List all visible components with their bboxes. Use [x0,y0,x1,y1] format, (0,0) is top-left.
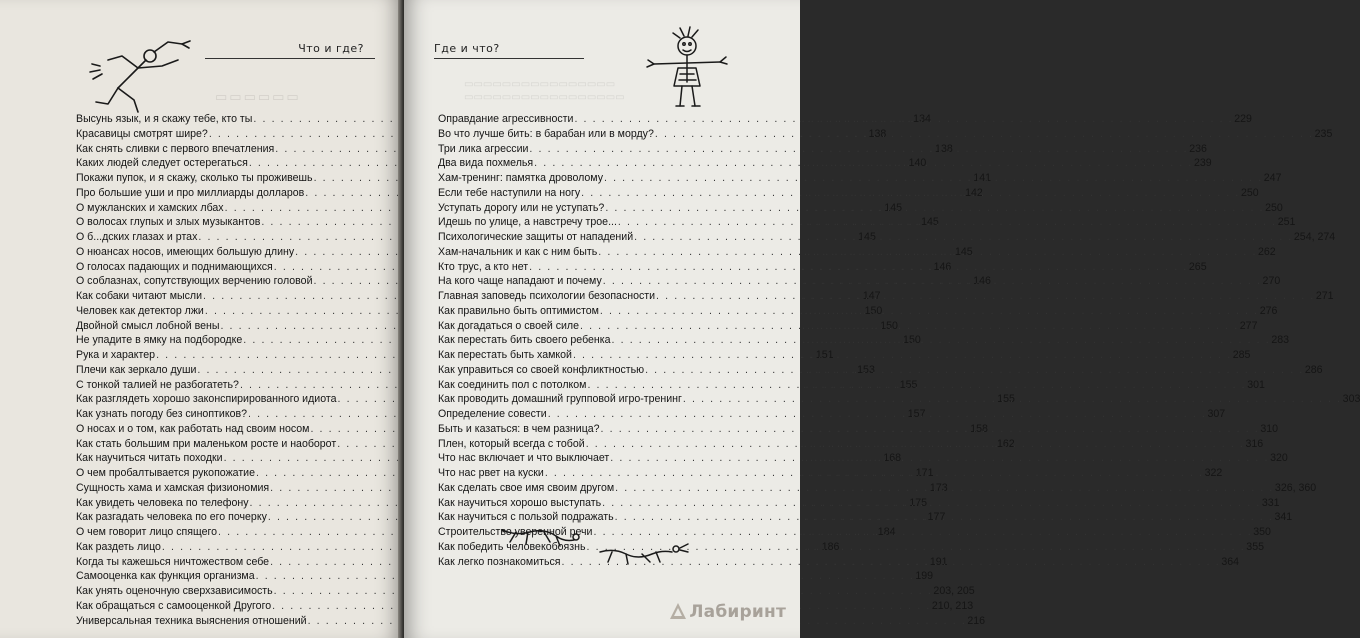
toc-entry-page: 331 [1261,496,1280,509]
toc-entry-title: Строительство уверенной речи [438,526,593,538]
toc-entry-page: 251 [1277,216,1296,229]
toc-entry-page: 155 [997,393,1015,406]
toc-entry-page: 250 [1265,201,1283,214]
watermark [669,602,786,622]
toc-leader-dots [615,510,1274,525]
toc-entry-title: Каких людей следует остерегаться [76,157,248,170]
toc-entry-title: Как научиться читать походки [76,452,223,465]
running-stickman-icon [78,26,198,118]
toc-entry-title: О нюансах носов, имеющих большую длину [76,245,295,258]
toc-entry-page: 326, 360 [1274,481,1317,494]
toc-entry-page: 157 [907,408,926,420]
toc-entry-page: 173 [929,481,948,494]
toc-entry-title: Как научиться хорошо выступать [438,496,602,509]
toc-entry-page: 341 [1274,511,1293,524]
toc-entry-page: 140 [908,157,927,170]
toc-entry-title: Универсальная техника выяснения отношений [76,614,307,627]
toc-entry-title: Если тебе наступили на ногу [438,186,581,199]
toc-entry-page: 146 [973,275,991,288]
toc-entry-page: 162 [996,437,1015,450]
toc-leader-dots [615,481,1274,496]
toc-entry-title: Психологические защиты от нападений [438,231,634,243]
toc-leader-dots [586,437,1245,452]
toc-entry [76,584,975,599]
toc-entry-page: 146 [933,260,952,273]
toc-entry-title: Как догадаться о своей силе [438,319,579,332]
toc-entry-title: Как раздеть лицо [76,540,161,553]
toc-entry-title: Уступать дорогу или не уступать? [438,201,605,214]
toc-entry-page: 142 [965,186,983,199]
toc-entry-page: 150 [903,334,921,347]
toc-leader-dots [683,392,1342,407]
toc-entry-page: 171 [915,467,934,479]
toc-leader-dots [610,451,1269,466]
toc-entry-title: О соблазнах, сопутствующих верчению головой [76,275,313,288]
toc-entry-page: 151 [815,349,834,361]
toc-entry-page: 145 [921,216,939,229]
toc-entry-title: Когда ты кажешься ничтожеством себе [76,555,270,568]
toc-entry-title: Главная заповедь психологии безопасности [438,290,656,302]
toc-entry-page: 236 [1189,142,1207,155]
toc-entry-page: 150 [880,319,898,332]
toc-entry-page: 138 [868,127,887,140]
toc-entry-page: 210, 213 [931,599,974,612]
toc-entry-title: Как унять оценочную сверхзависимость [76,585,273,597]
running-head-right: Где и что? [434,42,500,55]
toc-entry-title: Как управиться со своей конфликтностью [438,363,645,376]
toc-entry-title: О б...дских глазах и ртах [76,231,198,243]
toc-entry-title: Как сделать свое имя своим другом [438,481,615,494]
toc-entry-page: 216 [967,614,986,627]
toc-leader-dots [600,304,1259,319]
toc-leader-dots [573,348,1232,363]
toc-leader-dots [587,378,1246,393]
toc-entry-title: С тонкой талией не разбогатеть? [76,378,239,391]
toc-leader-dots [655,127,1314,142]
toc-leader-dots [545,466,1204,481]
toc-entry-title: Быть и казаться: в чем разница? [438,422,600,435]
toc-entry-title: Во что лучше бить: в барабан или в морду? [438,127,654,140]
toc-entry-title: Хам-начальник и как с ним быть [438,245,598,258]
toc-entry-page: 138 [935,142,953,155]
toc-entry-page: 141 [973,172,992,184]
toc-entry-title: Как разглядеть хорошо законспирированного идиота [76,393,337,406]
running-head-rule [205,58,375,59]
toc-entry-title: Определение совести [438,408,547,420]
toc-entry-title: Идешь по улице, а навстречу трое... [438,216,617,229]
toc-leader-dots [656,289,1315,304]
toc-leader-dots [581,186,1240,201]
toc-entry-title: Как увидеть человека по телефону [76,496,249,509]
toc-entry-page: 191 [929,555,948,568]
running-head-rule [434,58,584,59]
toc-entry-title: Как разгадать человека по его почерку [76,511,267,524]
toc-entry-title: Три лика агрессии [438,142,529,155]
toc-entry-title: Рука и характер [76,349,156,361]
toc-entry-title: Человек как детектор лжи [76,304,204,317]
toc-entry-page: 320 [1270,452,1288,465]
toc-leader-dots [529,142,1188,157]
toc-entry-title: Как проводить домашний групповой игро-тренинг [438,393,682,406]
toc-entry-page: 355 [1246,540,1264,553]
toc-entry-page: 186 [821,540,840,553]
toc-entry-title: О носах и о том, как работать над своим носом [76,422,310,435]
toc-leader-dots [574,112,1233,127]
toc-entry-title: О волосах глупых и злых музыкантов [76,216,261,229]
toc-entry-page: 283 [1271,334,1289,347]
toc-leader-dots [605,201,1264,216]
toc-entry-page: 168 [883,452,902,465]
toc-entry-title: Самооценка как функция организма [76,570,255,583]
toc-leader-dots [603,274,1262,289]
show-through-text: ▭▭▭▭▭▭ [215,90,301,105]
toc-entry-title: О голосах падающих и поднимающихся [76,260,273,273]
toc-entry-page: 184 [877,526,896,538]
toc-entry-title: Как научиться с пользой подражать [438,511,614,524]
running-head-left: Что и где? [298,42,364,55]
toc-entry-page: 265 [1188,260,1207,273]
toc-entry-page: 350 [1253,526,1271,538]
toc-entry-title: Покажи пупок, и я скажу, сколько ты проживешь [76,172,313,184]
toc-entry-page: 285 [1232,349,1251,361]
toc-leader-dots [604,171,1263,186]
toc-entry-title: Плечи как зеркало души [76,363,197,376]
toc-entry-page: 277 [1239,319,1258,332]
toc-entry-title: Плен, который всегда с тобой [438,437,585,450]
toc-leader-dots [601,422,1260,437]
toc-entry-title: О чем говорит лицо спящего [76,526,218,538]
toc-entry-page: 303 [1342,393,1360,406]
toc-entry-page: 364 [1221,555,1239,568]
toc-entry-page: 271 [1315,290,1334,302]
toc-entry-title: Как узнать погоду без синоптиков? [76,408,247,420]
toc-entry-title: Как перестать бить своего ребенка [438,334,611,347]
toc-entry-title: Как собаки читают мысли [76,290,203,302]
toc-leader-dots [534,156,1193,171]
toc-entry [76,614,986,629]
toc-entry-page: 145 [884,201,903,214]
toc-entry-page: 322 [1204,467,1223,479]
toc-entry-page: 150 [864,304,883,317]
toc-entry-page: 254, 274 [1293,231,1336,243]
toc-entry-page: 276 [1259,304,1278,317]
toc-entry-title: Как обращаться с самооценкой Другого [76,599,272,612]
toc-entry-page: 155 [899,378,918,391]
toc-entry-title: Что нас рвет на куски [438,467,544,479]
toc-entry-title: Про большие уши и про миллиарды долларов [76,186,305,199]
toc-entry-page: 199 [915,570,934,583]
toc-entry-page: 145 [954,245,973,258]
toc-entry-page: 235 [1314,127,1333,140]
toc-entry-page: 286 [1304,363,1323,376]
toc-entry-title: Как перестать быть хамкой [438,349,572,361]
toc-leader-dots [548,407,1207,422]
toc-entry-title: Как правильно быть оптимистом [438,304,599,317]
toc-entry-page: 229 [1234,113,1252,125]
toc-entry-page: 177 [927,511,946,524]
toc-entry-page: 147 [862,290,881,302]
watermark-text: Лабиринт [689,602,786,622]
toc-leader-dots [634,230,1293,245]
toc-entry-title: На кого чаще нападают и почему [438,275,602,288]
toc-entry-page: 310 [1260,422,1279,435]
toc-entry-title: Как снять сливки с первого впечатления [76,142,275,155]
toc-entry-title: Высунь язык, и я скажу тебе, кто ты [76,113,253,125]
toc-entry-title: Хам-тренинг: памятка дроволому [438,172,603,184]
toc-entry-title: Как легко познакомиться [438,555,561,568]
toc-entry-title: Оправдание агрессивности [438,113,574,125]
toc-entry-title: Кто трус, а кто нет [438,260,529,273]
toc-entry-page: 270 [1262,275,1281,288]
toc-entry-page: 301 [1247,378,1265,391]
toc-entry-title: О чем пробалтывается рукопожатие [76,467,255,479]
toc-leader-dots [580,319,1239,334]
toc-entry [76,569,934,584]
toc-entry-title: Двойной смысл лобной вены [76,319,220,332]
show-through-text: ▭▭▭▭▭▭▭▭▭▭▭▭▭▭▭▭ ▭▭▭▭▭▭▭▭▭▭▭▭▭▭▭▭▭ [464,79,625,103]
labyrinth-logo-icon [669,602,687,620]
toc-entry-title: Как стать большим при маленьком росте и наоборот [76,437,337,450]
toc-leader-dots [529,260,1188,275]
toc-entry-page: 153 [857,363,875,376]
toc-entry-title: О мужланских и хамских лбах [76,201,224,214]
toc-entry-title: Сущность хама и хамская физиономия [76,481,270,494]
toc-entry-page: 316 [1245,437,1264,450]
toc-entry-page: 145 [858,231,876,243]
toc-entry-page: 158 [970,422,988,435]
toc-entry-title: Не упадите в ямку на подбородке [76,334,243,347]
toc-entry-title: Как победить человекобоязнь [438,540,586,553]
toc-entry-page: 175 [909,496,928,509]
toc-entry-title: Что нас включает и что выключает [438,452,610,465]
toc-entry-page: 307 [1207,408,1226,420]
toc-leader-dots [598,245,1257,260]
toc-leader-dots [612,333,1271,348]
toc-entry-page: 239 [1193,157,1212,170]
toc-leader-dots [618,215,1277,230]
crawling-figures-icon [496,518,696,568]
toc-entry-title: Как соединить пол с потолком [438,378,587,391]
toc-entry-page: 250 [1240,186,1259,199]
toc-entry-title: Красавицы смотрят шире? [76,127,208,140]
toc-entry-page: 247 [1263,172,1282,184]
toc-entry-title: Два вида похмелья [438,157,534,170]
toc-leader-dots [602,496,1261,511]
toc-entry-page: 203, 205 [933,585,975,597]
toc-leader-dots [645,363,1304,378]
toc-entry-page: 134 [913,113,931,125]
toc-entry-page: 262 [1258,245,1276,258]
